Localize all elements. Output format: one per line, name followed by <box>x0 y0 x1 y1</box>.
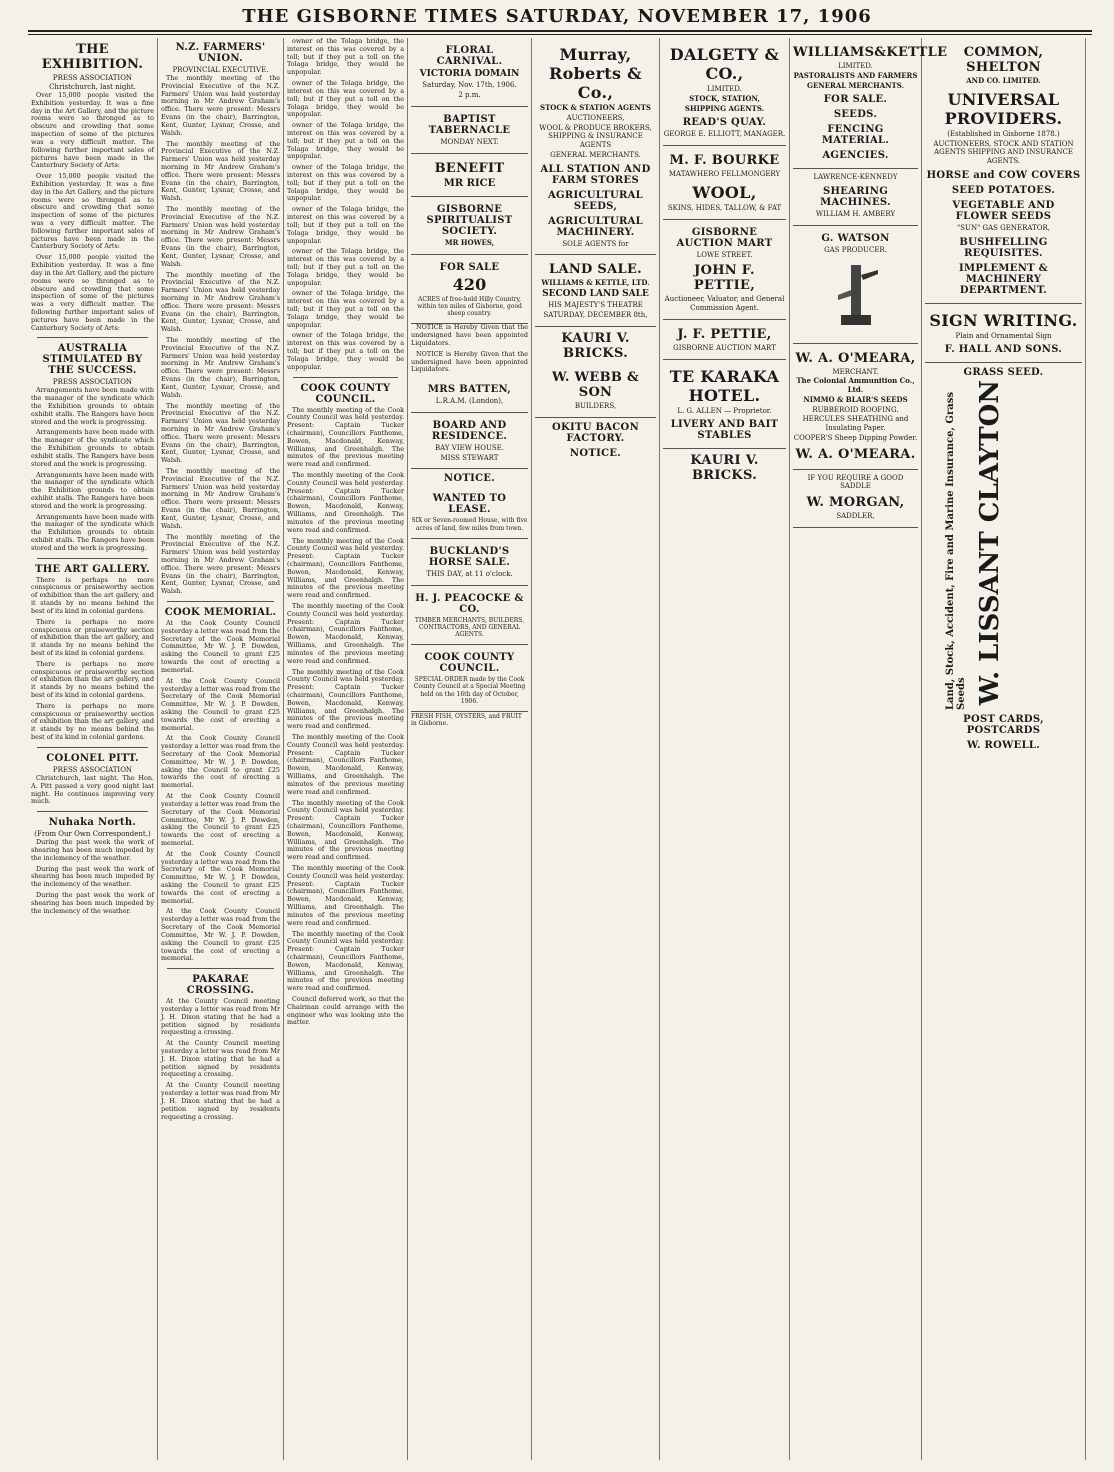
masthead-rule <box>28 30 1092 35</box>
rubber: RUBBEROID ROOFING. <box>812 405 899 414</box>
council-text: The monthly meeting of the Cook County Council was held yesterday. Present: Captain Tucker (chairman), Councillors Fanthome, Bowen, Macdonald, Kenway, Williams, and Greenhalgh. The minutes of the previous meeting were read and confirmed. <box>287 405 404 469</box>
council-text-7: The monthly meeting of the Cook County Council was held yesterday. Present: Captain Tucker (chairman), Councillors Fanthome, Bowen, Macdonald, Kenway, Williams, and Greenhalgh. The minutes of the previous meeting were read and confirmed. <box>287 798 404 862</box>
land-title: LAND SALE. <box>549 262 642 278</box>
notice-title: NOTICE. <box>443 473 496 485</box>
potatoes-title: SEED POTATOES. <box>951 184 1056 196</box>
vegetable-title: VEGETABLE AND FLOWER SEEDS <box>952 199 1055 222</box>
land-firm: WILLIAMS & KETTLE, LTD. <box>541 278 650 288</box>
union-text-4: The monthly meeting of the Provincial Executive of the N.Z. Farmers' Union was held yesterday morning in Mr Andrew Graham's office. There were present: Messrs Evans (in the chair), Barrington, Kent, Gunter, Lysnar, Crosse, and Walsh. <box>161 270 280 334</box>
forsale-title: FOR SALE. <box>823 94 888 106</box>
bayview: BAY VIEW HOUSE. <box>435 443 504 452</box>
carnival-line1: VICTORIA DOMAIN <box>419 69 520 79</box>
bayview-by: MISS STEWART <box>440 453 499 462</box>
seeds-title: SEEDS. <box>833 109 878 121</box>
exhibition-dateline: Christchurch, last night. <box>49 83 136 91</box>
carnival-ad <box>411 38 528 107</box>
art-text-4: There is perhaps no more conspicuous or praiseworthy section of exhibition than the art gallery, and it stands by no means behind the best of its kind in colonial gardens. <box>31 701 154 742</box>
australia-text-4: Arrangements have been made with the manager of the syndicate which the Exhibition grounds to obtain exhibit stalls. The Rangers have been stored and the work is progressing. <box>31 512 154 552</box>
reads-title: READ'S QUAY. <box>682 117 767 129</box>
pakarae-text-3: At the County Council meeting yesterday a letter was read from Mr J. H. Dixon stating that he had a petition signed by residents requesting a crossing. <box>161 1081 280 1121</box>
dalgety-sub: LIMITED. <box>707 85 742 93</box>
auction-title: GISBORNE AUCTION MART <box>676 226 773 249</box>
divider <box>37 747 148 748</box>
australia-text: Arrangements have been made with the manager of the syndicate which the Exhibition grounds to obtain exhibit stalls. The Rangers have been stored and the work is progressing. <box>31 386 154 426</box>
col3-text-4: owner of the Tolaga bridge, the interest on this was covered by a toll; but if they put a toll on the Tolaga bridge, they would be unpopular. <box>287 163 404 203</box>
grass-title: GRASS SEED. <box>963 367 1044 379</box>
land-ad <box>535 255 656 327</box>
shearing-sub: LAWRENCE-KENNEDY <box>813 173 898 182</box>
pettie-title: JOHN F. PETTIE, <box>693 263 756 294</box>
benefit-name: MR RICE <box>443 177 496 189</box>
divider <box>167 968 274 969</box>
tab-line: MONDAY NEXT. <box>440 137 499 146</box>
colonel-title: COLONEL PITT. <box>46 752 139 764</box>
council-text-9: The monthly meeting of the Cook County Council was held yesterday. Present: Captain Tucker (chairman), Councillors Fanthome, Bowen, Macdonald, Kenway, Williams, and Greenhalgh. The minutes of the previous meeting were read and confirmed. <box>287 929 404 993</box>
horse-title: BUCKLAND'S HORSE SALE. <box>428 545 511 568</box>
common-sub: AND CO. LIMITED. <box>966 76 1041 85</box>
cook-text-5: At the Cook County Council yesterday a letter was read from the Secretary of the Cook Memorial Committee, Mr W. J. P. Dowden, asking the Council to grant £25 towards the cost of erecting a memorial. <box>161 849 280 905</box>
established: (Established in Gisborne 1878.) <box>947 129 1060 138</box>
pettie2-sub: GISBORNE AUCTION MART <box>673 343 776 352</box>
benefit-title: BENEFIT <box>434 160 505 176</box>
shearing-agent: WILLIAM H. AMBERY <box>815 210 896 218</box>
column-4 <box>408 38 532 1460</box>
auction-line: AUCTIONEERS, STOCK AND STATION AGENTS SHIPPING AND INSURANCE AGENTS. <box>933 139 1074 165</box>
murray-ad <box>535 38 656 255</box>
karaka-sub: L. G. ALLEN — Proprietor. <box>677 406 772 415</box>
sign-title: SIGN WRITING. <box>929 310 1078 330</box>
council-text-2: The monthly meeting of the Cook County Council was held yesterday. Present: Captain Tucker (chairman), Councillors Fanthome, Bowen, Macdonald, Kenway, Williams, and Greenhalgh. The minutes of the previous meeting were read and confirmed. <box>287 471 404 534</box>
okitu-title: OKITU BACON FACTORY. <box>551 421 640 444</box>
karaka-ad <box>663 360 786 450</box>
agri-title: AGRICULTURAL SEEDS, <box>547 189 644 212</box>
sun-gas: "SUN" GAS GENERATOR, <box>957 223 1050 232</box>
reads-mgr: GEORGE E. ELLIOTT, MANAGER. <box>663 130 786 139</box>
union-text-6: The monthly meeting of the Provincial Executive of the N.Z. Farmers' Union was held yesterday morning in Mr Andrew Graham's office. There were present: Messrs Evans (in the chair), Barrington, Kent, Gunter, Lysnar, Crosse, and Walsh. <box>161 401 280 465</box>
colonel-tag: PRESS ASSOCIATION <box>52 765 133 774</box>
batten-title: MRS BATTEN, <box>427 384 512 396</box>
union-title: N.Z. FARMERS' UNION. <box>175 42 266 64</box>
column-1 <box>28 38 158 1460</box>
shearing-title: SHEARING MACHINES. <box>820 186 891 208</box>
exhibition-text-2: Over 15,000 people visited the Exhibition yesterday. It was a fine day in the Art Gallery, and the picture rooms were so thronged as to obscure and crowding that some inspection of some of the pictures was a very difficult matter. The following further important sales of pictures have been made in the Canterbury Society of Arts: <box>31 172 154 251</box>
tabernacle-ad <box>411 107 528 154</box>
nuhaka-title: Nuhaka North. <box>48 817 137 829</box>
batten-sub: L.R.A.M. (London), <box>435 397 504 406</box>
morgan-ad <box>793 470 918 528</box>
omeara-sub: MERCHANT. <box>832 367 879 376</box>
fencing-title: FENCING MATERIAL. <box>821 124 890 147</box>
australia-text-3: Arrangements have been made with the manager of the syndicate which the Exhibition grounds to obtain exhibit stalls. The Rangers have been stored and the work is progressing. <box>31 470 154 510</box>
spiritual-name: MR HOWES, <box>444 238 495 247</box>
union-text-8: The monthly meeting of the Provincial Executive of the N.Z. Farmers' Union was held yesterday morning in Mr Andrew Graham's office. There were present: Messrs Evans (in the chair), Barrington, Kent, Gunter, Lysnar, Crosse, and Walsh. <box>161 532 280 596</box>
australia-title: AUSTRALIA STIMULATED BY THE SUCCESS. <box>42 343 143 377</box>
nimmo: NIMMO & BLAIR'S SEEDS <box>803 394 908 404</box>
council-text-6: The monthly meeting of the Cook County Council was held yesterday. Present: Captain Tucker (chairman), Councillors Fanthome, Bowen, Macdonald, Kenway, Williams, and Greenhalgh. The minutes of the previous meeting were read and confirmed. <box>287 733 404 796</box>
col3-text-6: owner of the Tolaga bridge, the interest on this was covered by a toll; but if they put a toll on the Tolaga bridge, they would be unpopular. <box>287 247 404 287</box>
dalgety-title: DALGETY & CO., <box>669 45 780 83</box>
divider <box>37 811 148 812</box>
exhibition-tag: PRESS ASSOCIATION <box>52 74 133 82</box>
forsale-ad <box>411 255 528 325</box>
morgan-title: W. MORGAN, <box>806 495 905 510</box>
kauri-title-2: KAURI V. BRICKS. <box>690 453 759 484</box>
postcards-title: POST CARDS, POSTCARDS <box>963 714 1044 737</box>
australia-text-2: Arrangements have been made with the manager of the syndicate which the Exhibition grounds to obtain exhibit stalls. The Rangers have been stored and the work is progressing. <box>31 428 154 468</box>
machinery-title: AGRICULTURAL MACHINERY. <box>547 215 644 238</box>
masthead: THE GISBORNE TIMES SATURDAY, NOVEMBER 17, 1906 <box>242 6 872 27</box>
nuhaka-sub: (From Our Own Correspondent.) <box>34 830 151 839</box>
australia-tag: PRESS ASSOCIATION <box>52 378 133 387</box>
council-notice-text: SPECIAL ORDER made by the Cook County Council at a Special Meeting held on the 16th day of October, 1906. <box>413 676 526 705</box>
land-line: SECOND LAND SALE <box>542 289 649 299</box>
pump-illustration <box>826 260 886 330</box>
land-place: HIS MAJESTY'S THEATRE <box>548 301 643 310</box>
spiritual-title: GISBORNE SPIRITUALIST SOCIETY. <box>426 204 513 237</box>
common-title: COMMON, SHELTON <box>963 45 1044 75</box>
wool-title: WOOL, <box>692 182 757 202</box>
cook-text-2: At the Cook County Council yesterday a letter was read from the Secretary of the Cook Memorial Committee, Mr W. J. P. Dowden, asking the Council to grant £25 towards the cost of erecting a memorial. <box>161 676 280 732</box>
peacock-ad <box>411 586 528 646</box>
column-8 <box>922 38 1086 1460</box>
col3-text-5: owner of the Tolaga bridge, the interest on this was covered by a toll; but if they put a toll on the Tolaga bridge, they would be unpopular. <box>287 205 404 245</box>
shearing-ad <box>793 169 918 226</box>
murray-line2: AUCTIONEERS, <box>566 113 625 122</box>
auction-ad <box>663 220 786 320</box>
coopers: COOPER'S Sheep Dipping Powder. <box>793 433 918 442</box>
council-text-3: The monthly meeting of the Cook County Council was held yesterday. Present: Captain Tucker (chairman), Councillors Fanthome, Bowen, Macdonald, Kenway, Williams, and Greenhalgh. The minutes of the previous meeting were read and confirmed. <box>287 536 404 600</box>
col3-text: owner of the Tolaga bridge, the interest on this was covered by a toll; but if they put a toll on the Tolaga bridge, they would be unpopular. <box>287 37 404 77</box>
watson-title: G. WATSON <box>821 232 890 244</box>
murray-line3: WOOL & PRODUCE BROKERS, SHIPPING & INSURANCE AGENTS <box>539 123 652 149</box>
karaka-title: TE KARAKA HOTEL. <box>669 366 780 405</box>
union-sub: PROVINCIAL EXECUTIVE. <box>172 66 269 74</box>
council-notice-ad <box>411 645 528 712</box>
bushfelling-title: BUSHFELLING REQUISITES. <box>959 236 1048 259</box>
auction-sub: LOWE STREET. <box>696 250 753 259</box>
col3-text-2: owner of the Tolaga bridge, the interest on this was covered by a toll; but if they put a toll on the Tolaga bridge, they would be unpopular. <box>287 79 404 119</box>
col3-text-7: owner of the Tolaga bridge, the interest on this was covered by a toll; but if they put a toll on the Tolaga bridge, they would be unpopular. <box>287 289 404 329</box>
col3-text-3: owner of the Tolaga bridge, the interest on this was covered by a toll; but if they put a toll on the Tolaga bridge, they would be unpopular. <box>287 121 404 161</box>
pakarae-text: At the County Council meeting yesterday a letter was read from Mr J. H. Dixon stating that he had a petition signed by residents requesting a crossing. <box>161 997 280 1037</box>
art-text-2: There is perhaps no more conspicuous or praiseworthy section of exhibition than the art gallery, and it stands by no means behind the best of its kind in colonial gardens. <box>31 617 154 657</box>
union-text: The monthly meeting of the Provincial Executive of the N.Z. Farmers' Union was held yesterday morning in Mr Andrew Graham's office. There were present: Messrs Evans (in the chair), Barrington, Kent, Gunter, Lysnar, Crosse, and Walsh. <box>161 74 280 137</box>
pettie2-title: J. F. PETTIE, <box>677 326 772 342</box>
colonial: The Colonial Ammunition Co., Ltd. <box>796 376 915 394</box>
art-text-3: There is perhaps no more conspicuous or praiseworthy section of exhibition than the art gallery, and it stands by no means behind the best of its kind in colonial gardens. <box>31 659 154 699</box>
divider <box>293 377 398 378</box>
murray-line4: GENERAL MERCHANTS. <box>550 150 641 159</box>
column-7 <box>790 38 948 1460</box>
pakarae-title: PAKARAE CROSSING. <box>186 974 255 997</box>
sign-sub: Plain and Ornamental Sign <box>955 331 1052 340</box>
fish-ad: FRESH FISH, OYSTERS, and FRUIT in Gisborne. <box>411 712 522 728</box>
dalgety-line2: SHIPPING AGENTS. <box>684 103 765 113</box>
carnival-line2: Saturday, Nov. 17th, 1906. <box>422 81 517 90</box>
exhibition-text-3: Over 15,000 people visited the Exhibition yesterday. It was a fine day in the Art Gallery, and the picture rooms were so thronged as to obscure and crowding that some inspection of some of the pictures was a very difficult matter. The following further important sales of pictures have been made in the Canterbury Society of Arts: <box>31 253 154 332</box>
col3-text-end: Council deferred work, so that the Chairman could arrange with the engineer who was looking into the matter. <box>287 995 404 1027</box>
cook-text-4: At the Cook County Council yesterday a letter was read from the Secretary of the Cook Memorial Committee, Mr W. J. P. Dowden, asking the Council to grant £25 towards the cost of erecting a memorial. <box>161 792 280 847</box>
council-text-8: The monthly meeting of the Cook County Council was held yesterday. Present: Captain Tucker (chairman), Councillors Fanthome, Bowen, Macdonald, Kenway, Williams, and Greenhalgh. The minutes of the previous meeting were read and confirmed. <box>287 864 404 927</box>
batten-ad <box>411 377 528 413</box>
art-title: THE ART GALLERY. <box>35 563 150 575</box>
wk-line2: GENERAL MERCHANTS. <box>806 80 905 90</box>
nuhaka-text-2: During the past week the work of shearing has been much impeded by the inclemency of the weather. <box>31 864 154 889</box>
pettie2-ad <box>663 320 786 360</box>
carnival-title: FLORAL CARNIVAL. <box>436 45 503 67</box>
peacock-title: H. J. PEACOCKE & CO. <box>415 592 524 615</box>
carnival-line3: 2 p.m. <box>458 91 481 99</box>
wk-line: PASTORALISTS AND FARMERS <box>793 70 918 80</box>
divider <box>37 337 148 338</box>
rowell-title: W. ROWELL. <box>966 740 1041 752</box>
bourke-ad <box>663 146 786 220</box>
column-2 <box>158 38 284 1460</box>
column-5 <box>532 38 660 1460</box>
morgan-sub: SADDLER, <box>836 512 875 520</box>
divider <box>37 558 148 559</box>
cook-text-6: At the Cook County Council yesterday a letter was read from the Secretary of the Cook Memorial Committee, Mr W. J. P. Dowden, asking the Council to grant £25 towards the cost of erecting a memorial. <box>161 907 280 963</box>
murray-line1: STOCK & STATION AGENTS <box>540 103 651 112</box>
notice1-text-2: NOTICE is Hereby Given that the undersigned have been appointed Liquidators. <box>411 349 528 374</box>
cook-text: At the Cook County Council yesterday a letter was read from the Secretary of the Cook Memorial Committee, Mr W. J. P. Dowden, asking the Council to grant £25 towards the cost of erecting a memorial. <box>161 619 280 674</box>
column-6 <box>660 38 790 1460</box>
clayton-sub: Land, Stock, Accident, Fire and Marine Insurance, Grass Seeds <box>945 392 967 711</box>
land-date: SATURDAY, DECEMBER 8th, <box>543 311 648 319</box>
pettie-sub: Auctioneer, Valuator, and General Commission Agent. <box>664 295 785 312</box>
wanted-text: SIX or Seven-roomed House, with five acres of land, few miles from town. <box>411 517 528 532</box>
cook-title: COOK MEMORIAL. <box>164 607 277 618</box>
agents: SOLE AGENTS for <box>562 239 629 248</box>
nuhaka-text-3: During the past week the work of shearing has been much impeded by the inclemency of the weather. <box>31 891 154 915</box>
notice1-text: NOTICE is Hereby Given that the undersigned have been appointed Liquidators. <box>411 323 528 347</box>
forsale-title: FOR SALE <box>439 261 500 273</box>
exhibition-title: THE EXHIBITION. <box>41 42 144 72</box>
colonel-text: Christchurch, last night. The Hon. A. Pitt passed a very good night last night. He continues improving very much. <box>31 773 154 806</box>
union-text-2: The monthly meeting of the Provincial Executive of the N.Z. Farmers' Union was held yesterday morning in Mr Andrew Graham's office. There were present: Messrs Evans (in the chair), Barrington, Kent, Gunter, Lysnar, Crosse, and Walsh. <box>161 139 280 203</box>
kauri-title: KAURI V. BRICKS. <box>561 330 630 361</box>
webb-title: W. WEBB & SON <box>551 369 640 400</box>
forsale-text: ACRES of free-hold Hilly Country, within ten miles of Gisborne, good sheep country. <box>417 295 522 318</box>
council-text-5: The monthly meeting of the Cook County Council was held yesterday. Present: Captain Tucker (chairman), Councillors Fanthome, Bowen, Macdonald, Kenway, Williams, and Greenhalgh. The minutes of the previous meeting were read and confirmed. <box>287 667 404 731</box>
common-ad <box>925 38 1082 304</box>
dalgety-line: STOCK, STATION, <box>689 93 760 103</box>
hercules: HERCULES SHEATHING and Insulating Paper. <box>802 415 909 432</box>
watson-sub: GAS PRODUCER. <box>824 245 887 254</box>
council-notice-title: COOK COUNTY COUNCIL. <box>424 652 515 675</box>
cook-text-3: At the Cook County Council yesterday a letter was read from the Secretary of the Cook Memorial Committee, Mr W. J. P. Dowden, asking the Council to grant £25 towards the cost of erecting a memorial. <box>161 734 280 790</box>
agencies-title: AGENCIES. <box>822 150 889 162</box>
union-text-7: The monthly meeting of the Provincial Executive of the N.Z. Farmers' Union was held yesterday morning in Mr Andrew Graham's office. There were present: Messrs Evans (in the chair), Barrington, Kent, Gunter, Lysnar, Crosse, and Walsh. <box>161 467 280 530</box>
wk-title: WILLIAMS&KETTLE <box>793 45 948 60</box>
universal: UNIVERSAL PROVIDERS. <box>944 89 1063 128</box>
wk-ad <box>793 38 948 169</box>
store-title: ALL STATION AND FARM STORES <box>540 163 651 186</box>
implement-title: IMPLEMENT & MACHINERY DEPARTMENT. <box>958 262 1048 296</box>
dalgety-ad <box>663 38 786 146</box>
nuhaka-text: During the past week the work of shearing has been much impeded by the inclemency of the weather. <box>31 838 154 862</box>
wk-sub: LIMITED. <box>838 62 873 70</box>
pakarae-text-2: At the County Council meeting yesterday a letter was read from Mr J. H. Dixon stating that he had a petition signed by residents requesting a crossing. <box>161 1039 280 1079</box>
livery-title: LIVERY AND BAIT STABLES <box>670 419 779 442</box>
union-text-3: The monthly meeting of the Provincial Executive of the N.Z. Farmers' Union was held yesterday morning in Mr Andrew Graham's office. There were present: Messrs Evans (in the chair), Barrington, Kent, Gunter, Lysnar, Crosse, and Walsh. <box>161 205 280 268</box>
council-text-4: The monthly meeting of the Cook County Council was held yesterday. Present: Captain Tucker (chairman), Councillors Fanthome, Bowen, Macdonald, Kenway, Williams, and Greenhalgh. The minutes of the previous meeting were read and confirmed. <box>287 602 404 665</box>
peacock-sub: TIMBER MERCHANTS, BUILDERS, CONTRACTORS, AND GENERAL AGENTS. <box>414 616 525 638</box>
col3-text-8: owner of the Tolaga bridge, the interest on this was covered by a toll; but if they put a toll on the Tolaga bridge, they would be unpopular. <box>287 331 404 371</box>
forsale-num: 420 <box>452 274 487 294</box>
tab-title: BAPTIST TABERNACLE <box>428 113 511 136</box>
murray-title: Murray, Roberts & Co., <box>549 45 642 102</box>
omeara-title-2: W. A. O'MEARA. <box>795 446 916 462</box>
clayton-ad <box>925 380 1082 710</box>
bourke-sub: MATAWHERO FELLMONGERY <box>668 170 781 178</box>
council-title: COOK COUNTY COUNCIL. <box>300 382 391 405</box>
union-text-5: The monthly meeting of the Provincial Executive of the N.Z. Farmers' Union was held yesterday morning in Mr Andrew Graham's office. There were present: Messrs Evans (in the chair), Barrington, Kent, Gunter, Lysnar, Crosse, and Walsh. <box>161 336 280 399</box>
watson-ad <box>793 226 918 344</box>
board-ad <box>411 413 528 470</box>
art-text: There is perhaps no more conspicuous or praiseworthy section of exhibition than the art gallery, and it stands by no means behind the best of its kind in colonial gardens. <box>31 575 154 615</box>
webb-sub: BUILDERS, <box>574 401 617 410</box>
benefit-ad <box>411 154 528 198</box>
omeara-title: W. A. O'MEARA, <box>795 350 916 366</box>
board-title: BOARD AND RESIDENCE. <box>431 419 508 442</box>
hall-title: F. HALL AND SONS. <box>944 344 1063 356</box>
column-3 <box>284 38 408 1460</box>
horse-line: THIS DAY, at 11 o'clock. <box>426 569 513 578</box>
clayton-title: W. LISSANT CLAYTON <box>975 380 1005 706</box>
webb-ad <box>535 363 656 418</box>
horse-title: HORSE and COW COVERS <box>926 169 1081 181</box>
saddle: IF YOU REQUIRE A GOOD SADDLE <box>807 473 904 491</box>
omeara-ad <box>793 344 918 470</box>
wanted-title: WANTED TO LEASE. <box>432 493 507 516</box>
spiritual-ad <box>411 197 528 255</box>
sign-ad <box>925 304 1082 364</box>
exhibition-text: Over 15,000 people visited the Exhibition yesterday. It was a fine day in the Art Gallery, and the picture rooms were so thronged as to obscure and crowding that some inspection of some of the pictures was a very difficult matter. The following further important sales of pictures have been made in the Canterbury Society of Arts: <box>31 91 154 170</box>
wool-sub: SKINS, HIDES, TALLOW, & FAT <box>667 203 782 212</box>
divider <box>167 601 274 602</box>
okitu-notice: NOTICE. <box>569 447 622 459</box>
wanted-ad <box>411 486 528 538</box>
horse-ad <box>411 539 528 586</box>
bourke-title: M. F. BOURKE <box>669 153 780 168</box>
